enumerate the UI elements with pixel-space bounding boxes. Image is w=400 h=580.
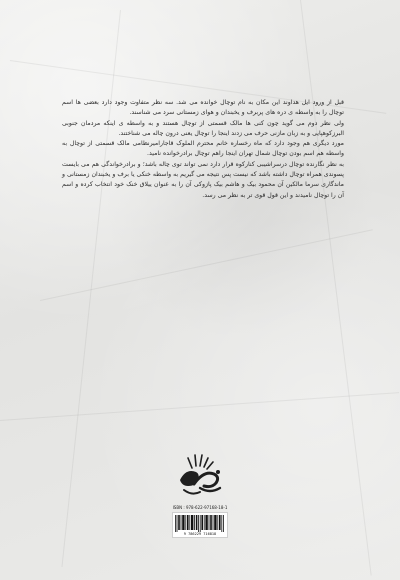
paragraph: مورد دیگری هم وجود دارد که ماه رخساره خانم محترم الملوک قاجارامیرنظامی مالک قسمتی از توچال به واسطه هم اسم بودن توچال شمال تهران اینجا راهم توچال برادرخوانده نامید. bbox=[62, 140, 344, 158]
isbn-barcode-icon bbox=[172, 512, 228, 538]
publisher-calligraphy-logo-icon bbox=[170, 450, 230, 498]
paper-crease bbox=[300, 0, 372, 576]
isbn-block bbox=[172, 505, 228, 538]
barcode-bars bbox=[175, 515, 225, 532]
paragraph: قبل از ورود ایل هداوند این مکان به نام توچال خوانده می شد. سه نظر متفاوت وجود دارد بعضی ها اسم توچال را به واسطه ی دره های پربرف و یخبندان و هوای زمستانی سرد می شناسند. bbox=[62, 99, 344, 117]
paper-crease bbox=[61, 10, 121, 567]
isbn-number: ISBN : 978-622-97168-18-1 bbox=[172, 505, 228, 510]
barcode-digits: 9 786229 716818 bbox=[183, 532, 217, 536]
back-cover-text bbox=[62, 98, 344, 201]
paragraph: به نظر نگارنده توچال درسراشیبی کنارکوه قرار دارد نمی تواند توی چاله باشد؛ و برادرخواندگی هم می بایست پسوندی همراه توچال داشته باشد که نیست پس نتیجه می گیریم به واسطه خنکی یا برف و یخبندان زمستانی و ماندگاری سرما مالکین آن محمود بیک و هاشم بیک پازوکی آن را به عنوان ییلاق خنک خود انتخاب کرده و اسم آن را توچال نامیدند و این قول قوی تر به نظر می رسد. bbox=[62, 160, 344, 199]
paragraph: ولی نظر دوم می گوید چون کنی ها مالک قسمتی از توچال هستند و به واسطه ی اینکه مردمان جنوبی البرزکوهپایی و به زبان مازنی حرف می زدند اینجا را توچال یعنی درون چاله می شناختند. bbox=[62, 119, 344, 137]
paper-crease bbox=[0, 392, 399, 421]
